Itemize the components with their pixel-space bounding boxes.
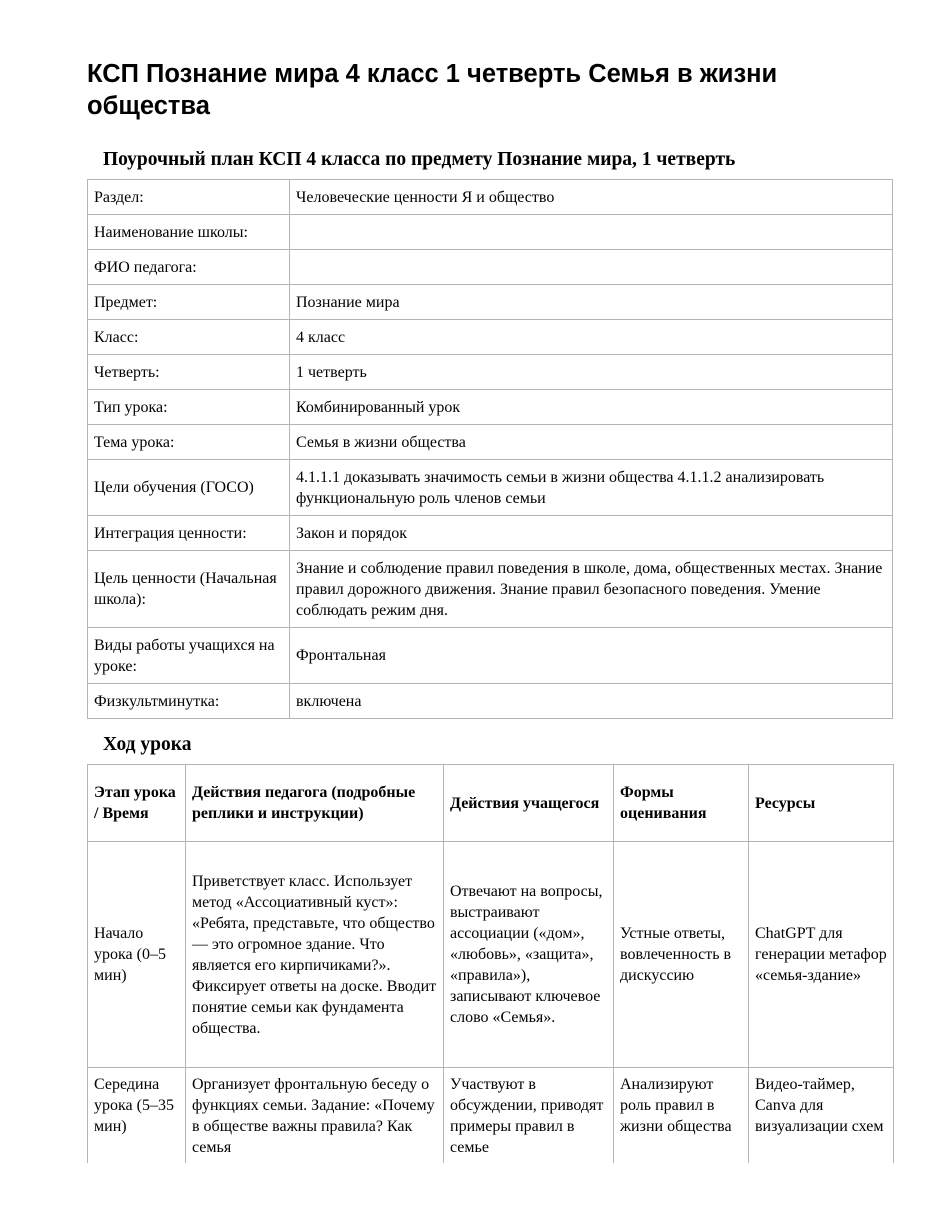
info-row-value-integration	[88, 516, 893, 551]
info-row-exercise-break	[88, 684, 893, 719]
lesson-course-table	[87, 764, 894, 1178]
resources-cell: ChatGPT для генерации метафор «семья-здание»	[749, 842, 894, 1068]
info-value	[290, 250, 893, 285]
info-value: Семья в жизни общества	[290, 425, 893, 460]
info-row-subject	[88, 285, 893, 320]
course-header-row	[88, 765, 894, 842]
info-label: Наименование школы:	[88, 215, 290, 250]
info-value: 4 класс	[290, 320, 893, 355]
column-header-resources: Ресурсы	[749, 765, 894, 842]
course-heading: Ход урока	[103, 734, 192, 755]
stage-cell: Середина урока (5–35 мин)	[88, 1068, 186, 1178]
table-row	[88, 842, 894, 1068]
info-label: Цели обучения (ГОСО)	[88, 460, 290, 516]
lesson-info-table	[87, 179, 893, 719]
plan-heading: Поурочный план КСП 4 класса по предмету Познание мира, 1 четверть	[103, 149, 736, 170]
info-label: Тип урока:	[88, 390, 290, 425]
info-label: Тема урока:	[88, 425, 290, 460]
column-header-student-actions: Действия учащегося	[444, 765, 614, 842]
info-label: Цель ценности (Начальная школа):	[88, 551, 290, 628]
info-value: Человеческие ценности Я и общество	[290, 180, 893, 215]
info-row-work-types	[88, 628, 893, 684]
info-label: Предмет:	[88, 285, 290, 320]
info-row-teacher	[88, 250, 893, 285]
info-value: Знание и соблюдение правил поведения в школе, дома, общественных местах. Знание правил дорожного движения. Знание правил безопасного поведения. Умение соблюдать режим дня.	[290, 551, 893, 628]
resources-cell: Видео-таймер, Canva для визуализации схем	[749, 1068, 894, 1178]
assessment-cell: Анализируют роль правил в жизни общества	[614, 1068, 749, 1178]
info-value: Комбинированный урок	[290, 390, 893, 425]
info-label: Раздел:	[88, 180, 290, 215]
info-row-lesson-type	[88, 390, 893, 425]
info-label: ФИО педагога:	[88, 250, 290, 285]
info-label: Физкультминутка:	[88, 684, 290, 719]
info-row-learning-goals	[88, 460, 893, 516]
info-row-grade	[88, 320, 893, 355]
info-row-value-goal	[88, 551, 893, 628]
info-row-school	[88, 215, 893, 250]
info-label: Виды работы учащихся на уроке:	[88, 628, 290, 684]
info-value: включена	[290, 684, 893, 719]
info-value: Познание мира	[290, 285, 893, 320]
student-actions-cell: Участвуют в обсуждении, приводят примеры правил в семье	[444, 1068, 614, 1178]
info-value: 4.1.1.1 доказывать значимость семьи в жизни общества 4.1.1.2 анализировать функциональную роль членов семьи	[290, 460, 893, 516]
info-row-quarter	[88, 355, 893, 390]
info-value	[290, 215, 893, 250]
teacher-actions-cell: Приветствует класс. Использует метод «Ассоциативный куст»: «Ребята, представьте, что общество — это огромное здание. Что является его кирпичиками?». Фиксирует ответы на доске. Вводит понятие семьи как фундамента общества.	[186, 842, 444, 1068]
info-value: 1 четверть	[290, 355, 893, 390]
table-row	[88, 1068, 894, 1178]
teacher-actions-cell: Организует фронтальную беседу о функциях семьи. Задание: «Почему в обществе важны правила? Как семья	[186, 1068, 444, 1178]
info-row-section	[88, 180, 893, 215]
info-label: Четверть:	[88, 355, 290, 390]
page-bottom-margin	[0, 1163, 935, 1210]
stage-cell: Начало урока (0–5 мин)	[88, 842, 186, 1068]
info-row-topic	[88, 425, 893, 460]
info-label: Класс:	[88, 320, 290, 355]
info-value: Закон и порядок	[290, 516, 893, 551]
column-header-stage: Этап урока / Время	[88, 765, 186, 842]
info-value: Фронтальная	[290, 628, 893, 684]
column-header-teacher-actions: Действия педагога (подробные реплики и инструкции)	[186, 765, 444, 842]
student-actions-cell: Отвечают на вопросы, выстраивают ассоциации («дом», «любовь», «защита», «правила»), записывают ключевое слово «Семья».	[444, 842, 614, 1068]
info-label: Интеграция ценности:	[88, 516, 290, 551]
column-header-assessment: Формы оценивания	[614, 765, 749, 842]
page-title: КСП Познание мира 4 класс 1 четверть Семья в жизни общества	[87, 60, 778, 120]
assessment-cell: Устные ответы, вовлеченность в дискуссию	[614, 842, 749, 1068]
